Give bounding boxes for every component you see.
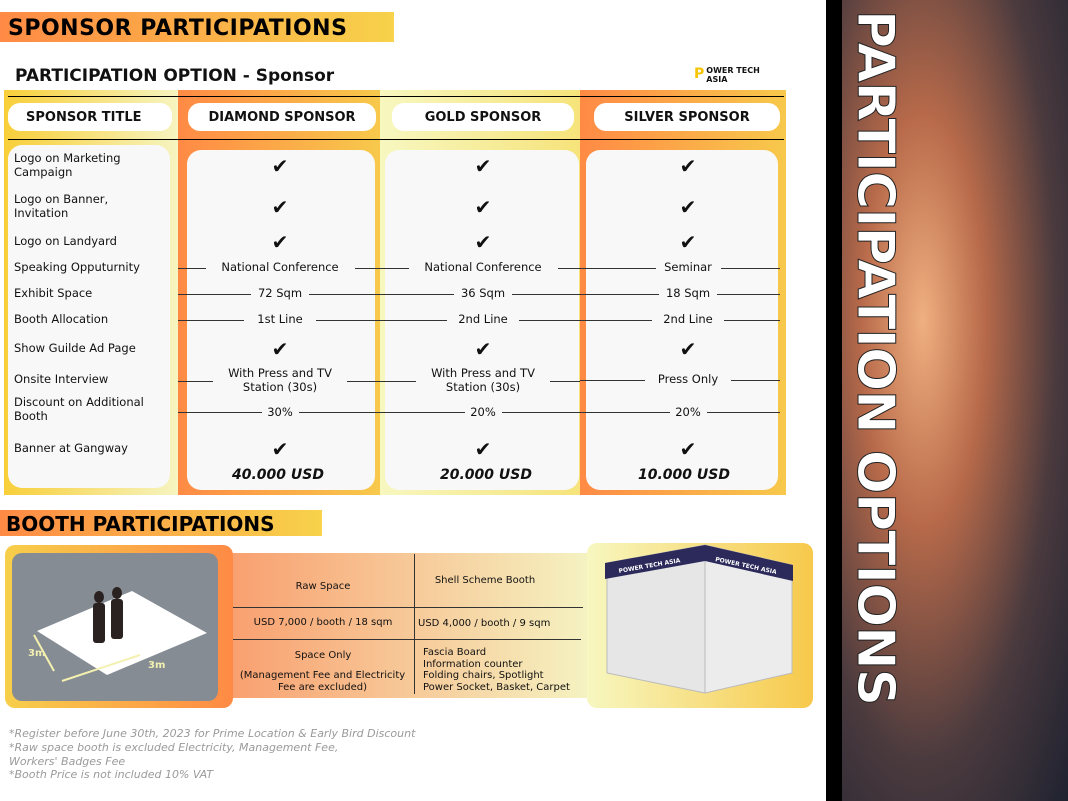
row-line [724,320,780,321]
row-line [380,381,416,382]
row-line [380,412,465,413]
shell-price: USD 4,000 / booth / 9 sqm [418,618,551,629]
side-title: PARTICIPATION OPTIONS [845,10,905,706]
raw-space-price: USD 7,000 / booth / 18 sqm [253,617,393,628]
check-icon: ✔ [474,437,492,461]
row-line [580,294,659,295]
header-diamond: DIAMOND SPONSOR [188,103,376,131]
row-label: Logo on Banner, Invitation [14,192,109,220]
row-line [512,294,580,295]
row-line [299,412,381,413]
raw-space-note: (Management Fee and Electricity Fee are excluded) [239,670,406,693]
fascia-text: POWER TECH ASIA [714,556,778,576]
check-icon: ✔ [679,337,697,361]
check-icon: ✔ [679,195,697,219]
note: *Booth Price is not included 10% VAT [9,768,214,781]
check-icon: ✔ [474,337,492,361]
row-value: 2nd Line [458,312,508,326]
fascia-text: POWER TECH ASIA [618,557,681,575]
row-line [380,268,409,269]
check-icon: ✔ [271,154,289,178]
row-label: Logo on Landyard [14,234,117,248]
row-line [380,294,454,295]
divider [414,554,415,694]
row-value: National Conference [424,260,542,274]
note: *Register before June 30th, 2023 for Prime Location & Early Bird Discount [9,727,416,740]
row-value: 1st Line [257,312,303,326]
divider [8,139,784,140]
dimension-label: 3m [148,660,166,671]
row-line [502,412,581,413]
row-value: 18 Sqm [665,286,711,300]
note: *Raw space booth is excluded Electricity, Management Fee, [9,741,339,754]
note: Workers' Badges Fee [9,755,126,768]
row-line [519,320,580,321]
header-sponsor-title: SPONSOR TITLE [8,103,172,131]
check-icon: ✔ [474,230,492,254]
row-line [309,294,380,295]
row-value: Seminar [664,260,712,274]
raw-space-includes: Space Only [294,650,352,661]
logo [694,66,760,84]
section-title-bar [0,12,394,42]
row-line [550,381,580,382]
price-silver: 10.000 USD [638,467,730,483]
shell-booth-image [587,543,813,708]
row-label: Discount on Additional Booth [14,395,144,423]
row-value: National Conference [221,260,339,274]
row-line [707,412,781,413]
raw-space-illustration [12,553,218,701]
row-label: Booth Allocation [14,312,109,326]
logo-letter: P [694,66,705,82]
row-line [580,268,656,269]
row-value: With Press and TV Station (30s) [431,366,535,394]
row-label: Logo on Marketing Campaign [14,151,121,179]
row-value: 2nd Line [663,312,713,326]
section-title: SPONSOR PARTICIPATIONS [8,16,348,41]
check-icon: ✔ [271,337,289,361]
row-value: 30% [267,405,293,419]
header-silver: SILVER SPONSOR [594,103,780,131]
row-line [178,381,213,382]
divider [8,96,784,97]
header-gold: GOLD SPONSOR [392,103,574,131]
row-label: Onsite Interview [14,372,109,386]
raw-space-name: Raw Space [295,581,351,592]
row-value: With Press and TV Station (30s) [228,366,332,394]
price-gold: 20.000 USD [440,467,532,483]
check-icon: ✔ [679,437,697,461]
row-line [717,294,780,295]
divider [233,607,583,608]
row-value: 20% [675,405,701,419]
row-line [558,268,581,269]
shell-booth-illustration [587,543,813,708]
dimension-label: 3m [28,648,46,659]
row-line [316,320,380,321]
booth-title: BOOTH PARTICIPATIONS [6,512,275,536]
row-label: Show Guilde Ad Page [14,341,136,355]
row-line [380,320,447,321]
row-line [178,294,251,295]
booth-title-bar [0,510,322,536]
row-line [721,268,781,269]
row-line [580,412,670,413]
price-diamond: 40.000 USD [232,467,324,483]
row-label: Exhibit Space [14,286,93,300]
row-label: Speaking Opputurnity [14,260,140,274]
check-icon: ✔ [271,230,289,254]
row-line [355,268,381,269]
raw-space-image [12,553,218,701]
divider [233,639,581,640]
check-icon: ✔ [679,230,697,254]
row-label: Banner at Gangway [14,441,128,455]
side-strip [826,0,842,801]
row-line [580,320,652,321]
row-line [178,412,262,413]
row-line [580,380,645,381]
row-line [347,381,380,382]
row-value: 36 Sqm [460,286,506,300]
check-icon: ✔ [474,195,492,219]
row-line [731,380,780,381]
row-value: 72 Sqm [257,286,303,300]
shell-includes: Fascia Board Information counter Folding chairs, Spotlight Power Socket, Basket, Carpet [423,647,570,693]
check-icon: ✔ [271,437,289,461]
logo-text: OWER TECH ASIA [706,66,760,84]
table-title: PARTICIPATION OPTION - Sponsor [15,66,335,86]
row-value: 20% [470,405,496,419]
row-value: Press Only [657,372,719,386]
shell-name: Shell Scheme Booth [434,575,536,586]
row-line [178,268,206,269]
check-icon: ✔ [679,154,697,178]
check-icon: ✔ [271,195,289,219]
check-icon: ✔ [474,154,492,178]
row-line [178,320,244,321]
